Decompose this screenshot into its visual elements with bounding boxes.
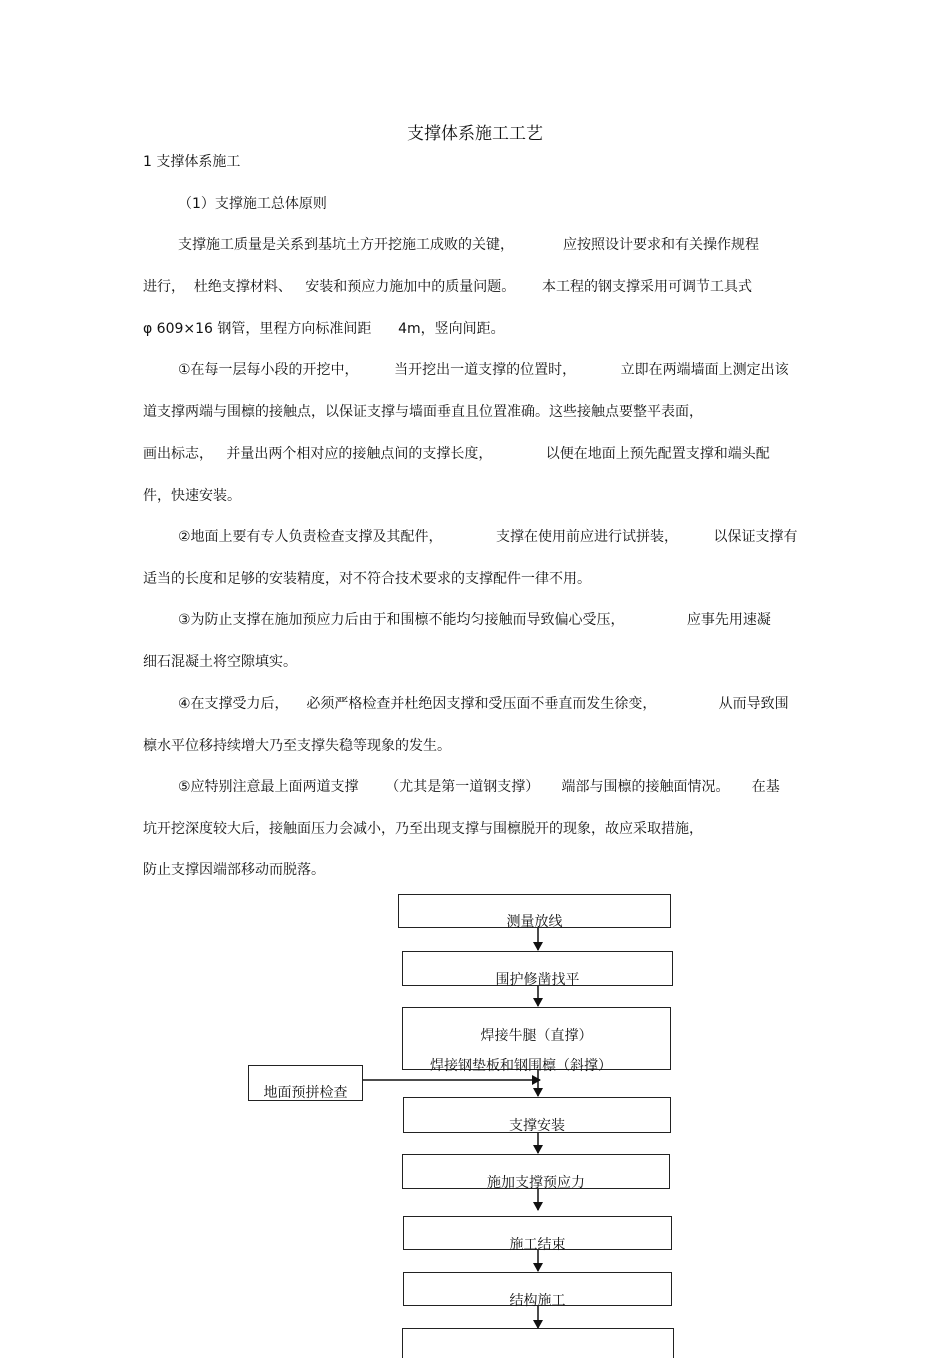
page-title: 支撑体系施工工艺 [407, 124, 543, 144]
paragraph-line: 防止支撑因端部移动而脱落。 [143, 862, 325, 878]
paragraph-line: 画出标志， 并量出两个相对应的接触点间的支撑长度， 以便在地面上预先配置支撑和端头配 [143, 446, 770, 462]
paragraph-line: 适当的长度和足够的安装精度，对不符合技术要求的支撑配件一律不用。 [143, 571, 591, 587]
flow-step-survey [398, 894, 671, 928]
flow-step-prestress [402, 1154, 670, 1189]
paragraph-line: φ 609×16 钢管，里程方向标准间距 4m，竖向间距。 [143, 321, 505, 337]
paragraph-line: 进行， 杜绝支撑材料、 安装和预应力施加中的质量问题。 本工程的钢支撑采用可调节工具式 [143, 279, 752, 295]
paragraph-line: 坑开挖深度较大后，接触面压力会减小，乃至出现支撑与围檩脱开的现象，故应采取措施， [143, 821, 703, 837]
flow-step-structure [403, 1272, 672, 1309]
paragraph-line: 细石混凝土将空隙填实。 [143, 654, 297, 670]
paragraph-line: 支撑施工质量是关系到基坑土方开挖施工成败的关键， 应按照设计要求和有关操作规程 [178, 237, 759, 253]
paragraph-line: 件，快速安装。 [143, 488, 241, 504]
paragraph-line: ①在每一层每小段的开挖中， 当开挖出一道支撑的位置时， 立即在两端墙面上测定出该 [178, 362, 789, 378]
flow-step-label: 支撑安装 [509, 1118, 565, 1134]
flow-step-trim [402, 951, 673, 986]
flow-step-label: 围护修凿找平 [495, 972, 580, 988]
subsection-heading: （1）支撑施工总体原则 [178, 196, 327, 212]
flow-step-label: 施工结束 [509, 1237, 566, 1253]
section-heading: 1 支撑体系施工 [143, 154, 241, 170]
paragraph-line: 檩水平位移持续增大乃至支撑失稳等现象的发生。 [143, 738, 451, 754]
paragraph-line: 道支撑两端与围檩的接触点，以保证支撑与墙面垂直且位置准确。这些接触点要整平表面， [143, 404, 703, 420]
flow-step-install [403, 1097, 671, 1133]
flow-step-label: 焊接牛腿（直撑） [480, 1028, 593, 1044]
paragraph-line: ④在支撑受力后， 必须严格检查并杜绝因支撑和受压面不垂直而发生徐变， 从而导致围 [178, 696, 789, 712]
flow-step-label: 施加支撑预应力 [487, 1175, 585, 1191]
paragraph-line: ③为防止支撑在施加预应力后由于和围檩不能均匀接触而导致偏心受压， 应事先用速凝 [178, 612, 771, 628]
flow-step-label: 测量放线 [506, 914, 563, 930]
flow-step-label: 结构施工 [509, 1293, 566, 1309]
flow-step-cutoff [402, 1328, 674, 1358]
flow-step-finish [403, 1216, 672, 1253]
flow-side-precheck [248, 1065, 363, 1101]
flow-side-label: 地面预拼检查 [263, 1085, 348, 1101]
flow-step-label-overflow: 焊接钢垫板和钢围檩（斜撑） [430, 1058, 612, 1074]
paragraph-line: ②地面上要有专人负责检查支撑及其配件， 支撑在使用前应进行试拼装， 以保证支撑有 [178, 529, 798, 545]
paragraph-line: ⑤应特别注意最上面两道支撑 （尤其是第一道钢支撑） 端部与围檩的接触面情况。 在基 [178, 779, 780, 795]
